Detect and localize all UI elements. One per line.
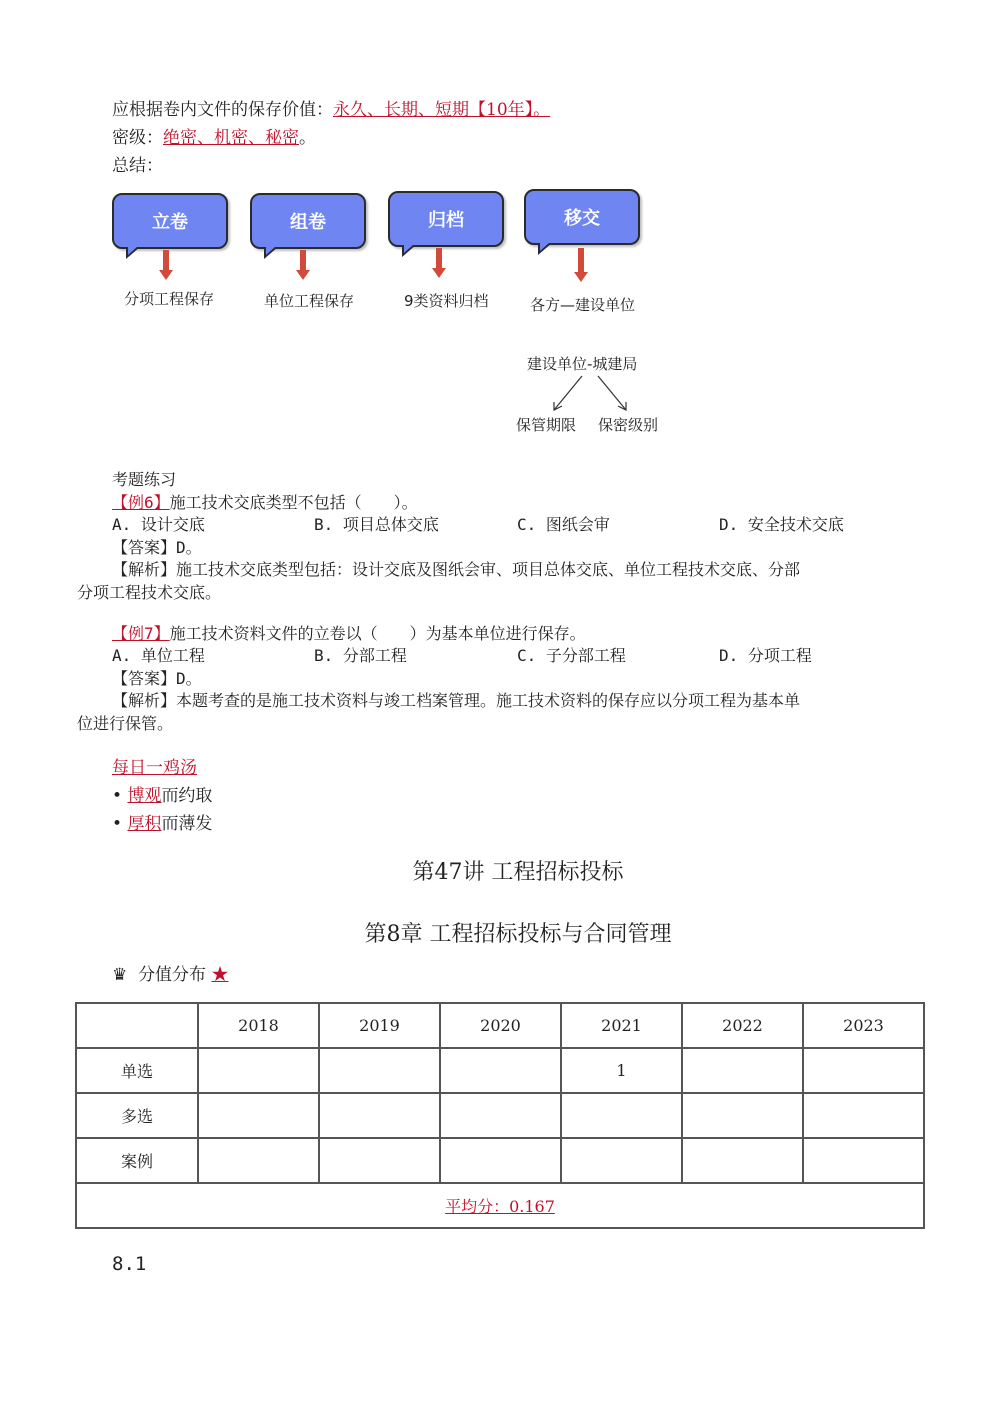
- q7-option-b: B. 分部工程: [314, 646, 407, 665]
- table-cell: [440, 1048, 561, 1093]
- score-distribution-label: ♛ 分值分布 ★: [112, 965, 229, 985]
- flow-branch-lines: [540, 374, 640, 414]
- bullet-icon: •: [112, 814, 128, 834]
- flow-arrow-3: [436, 248, 442, 270]
- flow-sub-top: 建设单位-城建局: [527, 355, 638, 373]
- table-cell: [682, 1093, 803, 1138]
- q6-option-d: D. 安全技术交底: [719, 515, 844, 534]
- flow-box-1: 立卷: [112, 193, 228, 249]
- flow-sub-right: 保密级别: [598, 416, 659, 434]
- q7-option-d: D. 分项工程: [719, 646, 812, 665]
- table-cell: [803, 1093, 924, 1138]
- table-average-row: [76, 1183, 924, 1228]
- daily-item-2: • 厚积而薄发: [112, 814, 213, 834]
- flow-label-2: 单位工程保存: [264, 292, 355, 310]
- table-cell: [682, 1048, 803, 1093]
- table-cell: [198, 1093, 319, 1138]
- flow-sub-left: 保管期限: [516, 416, 577, 434]
- table-header-row: [76, 1003, 924, 1048]
- table-cell: [682, 1138, 803, 1183]
- flow-arrow-4: [578, 248, 584, 274]
- year-header: 2018: [198, 1003, 319, 1048]
- summary-label: 总结：: [112, 156, 163, 176]
- year-header: 2023: [803, 1003, 924, 1048]
- flow-box-2: 组卷: [250, 193, 366, 249]
- q6-analysis-1: 【解析】施工技术交底类型包括：设计交底及图纸会审、项目总体交底、单位工程技术交底、分部: [112, 560, 801, 579]
- table-row: [76, 1093, 924, 1138]
- daily-item-1: • 博观而约取: [112, 786, 213, 806]
- table-cell: 1: [561, 1048, 682, 1093]
- exercise-heading: 考题练习: [112, 470, 177, 489]
- flow-arrowhead-2: [296, 270, 310, 280]
- lecture-title: 第47讲 工程招标投标: [412, 860, 624, 885]
- row-label: 多选: [76, 1093, 198, 1138]
- year-header: 2021: [561, 1003, 682, 1048]
- table-row: [76, 1138, 924, 1183]
- table-cell: [319, 1138, 440, 1183]
- year-header: 2022: [682, 1003, 803, 1048]
- save-value-list: 永久、长期、短期【10年】。: [333, 100, 551, 120]
- q7-tag: 【例7】: [112, 624, 170, 643]
- flow-arrow-2: [300, 250, 306, 272]
- flow-label-3: 9类资料归档: [404, 292, 489, 310]
- q7-option-a: A. 单位工程: [112, 646, 205, 665]
- flow-arrowhead-4: [574, 272, 588, 282]
- chapter-title: 第8章 工程招标投标与合同管理: [364, 922, 672, 947]
- average-score: 平均分：0.167: [445, 1197, 555, 1216]
- table-cell: [319, 1048, 440, 1093]
- q6-option-c: C. 图纸会审: [517, 515, 610, 534]
- intro-line-save-value: 应根据卷内文件的保存价值：永久、长期、短期【10年】。: [112, 100, 551, 120]
- year-header: 2019: [319, 1003, 440, 1048]
- table-cell: [319, 1093, 440, 1138]
- table-cell: [803, 1138, 924, 1183]
- q6-analysis-2: 分项工程技术交底。: [77, 583, 222, 602]
- year-header: 2020: [440, 1003, 561, 1048]
- table-cell: [440, 1093, 561, 1138]
- q6-answer: 【答案】D。: [112, 538, 202, 557]
- flow-label-4: 各方—建设单位: [530, 296, 636, 314]
- flow-arrowhead-3: [432, 268, 446, 278]
- q7-analysis-1: 【解析】本题考查的是施工技术资料与竣工档案管理。施工技术资料的保存应以分项工程为基本单: [112, 691, 801, 710]
- bullet-icon: •: [112, 786, 128, 806]
- flow-box-4: 移交: [524, 189, 640, 245]
- q7-analysis-2: 位进行保管。: [77, 714, 174, 733]
- row-label: 单选: [76, 1048, 198, 1093]
- q7-stem-line: 【例7】施工技术资料文件的立卷以（ ）为基本单位进行保存。: [112, 624, 586, 643]
- intro-line-secrecy: 密级：绝密、机密、秘密。: [112, 128, 316, 148]
- star-icon: ★: [211, 965, 229, 985]
- q7-option-c: C. 子分部工程: [517, 646, 626, 665]
- flow-box-3: 归档: [388, 191, 504, 247]
- q6-tag: 【例6】: [112, 493, 170, 512]
- flow-arrow-1: [163, 250, 169, 272]
- table-cell: [561, 1138, 682, 1183]
- crown-icon: ♛: [112, 965, 128, 985]
- table-cell: [803, 1048, 924, 1093]
- secrecy-list: 绝密、机密、秘密: [163, 128, 299, 148]
- q6-option-a: A. 设计交底: [112, 515, 205, 534]
- table-cell: [561, 1093, 682, 1138]
- table-cell: [198, 1138, 319, 1183]
- flow-label-1: 分项工程保存: [124, 290, 215, 308]
- table-corner-cell: [76, 1003, 198, 1048]
- daily-title: 每日一鸡汤: [112, 758, 197, 778]
- row-label: 案例: [76, 1138, 198, 1183]
- section-number: 8.1: [112, 1253, 147, 1275]
- table-cell: [440, 1138, 561, 1183]
- q6-stem-line: 【例6】施工技术交底类型不包括（ ）。: [112, 493, 418, 512]
- flow-arrowhead-1: [159, 270, 173, 280]
- table-cell: [198, 1048, 319, 1093]
- q6-option-b: B. 项目总体交底: [314, 515, 439, 534]
- q7-answer: 【答案】D。: [112, 669, 202, 688]
- table-row: [76, 1048, 924, 1093]
- score-table: [75, 1002, 925, 1229]
